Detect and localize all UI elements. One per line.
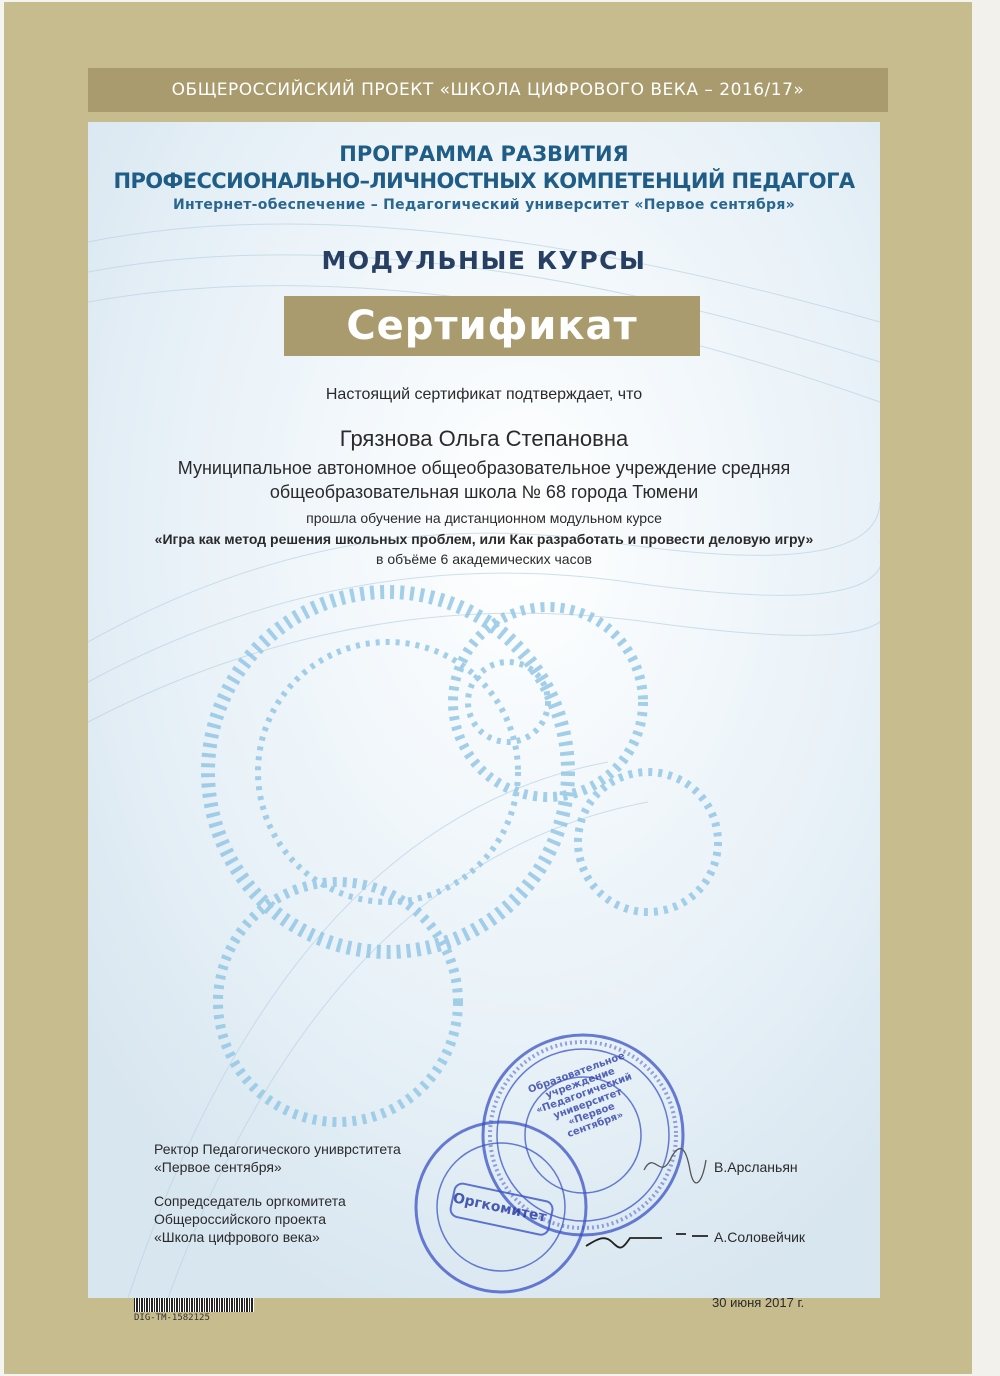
cochair-title-line1: Сопредседатель оргкомитета — [154, 1193, 346, 1209]
recipient-name: Грязнова Ольга Степановна — [339, 426, 629, 451]
rector-title — [154, 1140, 401, 1176]
completion-text: прошла обучение на дистанционном модульном курсе — [306, 510, 662, 526]
project-banner: ОБЩЕРОССИЙСКИЙ ПРОЕКТ «ШКОЛА ЦИФРОВОГО ВЕКА – 2016/17» — [88, 68, 888, 112]
cochair-title-line2: Общероссийского проекта — [154, 1211, 327, 1227]
rector-title-line1: Ректор Педагогического униврститета — [154, 1141, 401, 1157]
certificate-title: Сертификат — [284, 296, 700, 356]
rector-name: В.Арсланьян — [714, 1159, 798, 1175]
organization-line2: общеобразовательная школа № 68 города Тюмени — [269, 482, 699, 502]
rector-title-line2: «Первое сентября» — [154, 1159, 282, 1175]
modules-heading: МОДУЛЬНЫЕ КУРСЫ — [321, 246, 647, 275]
cochair-signature — [582, 1220, 712, 1260]
cochair-title — [154, 1192, 346, 1246]
organization-line1: Муниципальное автономное общеобразовательное учреждение средняя — [177, 458, 791, 478]
intro-text: Настоящий сертификат подтверждает, что — [325, 386, 643, 403]
committee-stamp-label: Оргкомитет — [451, 1190, 548, 1226]
course-hours: в объёме 6 академических часов — [376, 551, 592, 567]
program-subtitle: Интернет-обеспечение – Педагогический университет «Первое сентября» — [172, 197, 796, 213]
cochair-name: А.Соловейчик — [714, 1229, 806, 1245]
university-stamp-text: Образовательное учреждение «Педагогический университет «Первое сентября» — [526, 1050, 634, 1141]
paper-edge — [972, 0, 1000, 1376]
barcode-number: DIG-TM-1582125 — [134, 1313, 210, 1323]
program-title-line2: ПРОФЕССИОНАЛЬНО–ЛИЧНОСТНЫХ КОМПЕТЕНЦИЙ ПЕДАГОГА — [113, 169, 855, 193]
cochair-title-line3: «Школа цифрового века» — [154, 1229, 320, 1245]
course-title: «Игра как метод решения школьных проблем, или Как разработать и провести деловую игру» — [154, 531, 814, 547]
barcode — [134, 1298, 254, 1312]
rector-signature — [640, 1140, 710, 1190]
issue-date: 30 июня 2017 г. — [712, 1295, 805, 1310]
program-title-line1: ПРОГРАММА РАЗВИТИЯ — [339, 142, 629, 166]
